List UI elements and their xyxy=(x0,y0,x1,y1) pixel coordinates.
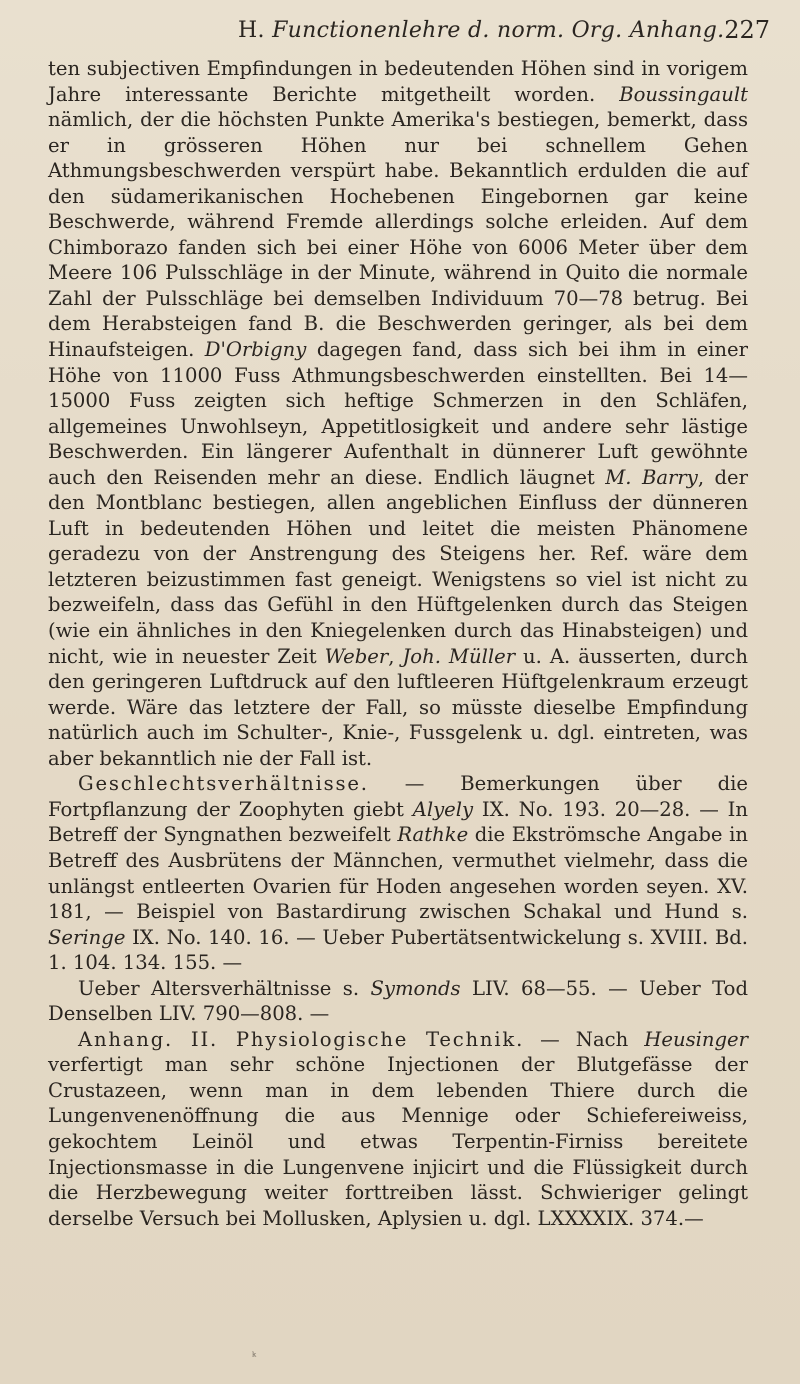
stray-mark: ᵏ xyxy=(252,1350,257,1363)
italic-text: M. Barry xyxy=(605,465,698,489)
paragraph xyxy=(48,1027,748,1231)
title-section: Anhang. xyxy=(629,18,725,43)
text-run: die Ekströmsche Angabe in Betreff des Ausbrütens der Männchen, vermuthet vielmehr, dass die unlängst entleerten Ovarien für Hoden angesehen worden seyen. XV. 181, — Beispiel von Bastardirung zwischen Schakal und Hund s. xyxy=(48,823,748,924)
text-run: Ueber Altersverhältnisse s. xyxy=(78,976,371,1000)
text-run: verfertigt man sehr schöne Injectionen der Blutgefässe der Crustazeen, wenn man in dem lebenden Thiere durch die Lungenvenenöffnung die aus Mennige oder Schiefereiweiss, gekochtem Leinöl und etwas Terpentin-Firniss bereitete Injectionsmasse in die Lungenvene injicirt und die Flüssigkeit durch die Herzbewegung weiter forttreiben lässt. Schwieriger gelingt derselbe Versuch bei Mollusken, Aplysien u. dgl. LXXXXIX. 374.— xyxy=(48,1053,748,1230)
italic-text: Boussingault xyxy=(619,82,748,106)
italic-text: Alyely xyxy=(412,797,474,821)
italic-text: D'Orbigny xyxy=(204,338,307,362)
text-run: , xyxy=(388,644,403,668)
paragraph xyxy=(48,771,748,975)
text-run: LIV. 68—55. — Ueber Tod Denselben LIV. 790—808. — xyxy=(48,976,749,1026)
italic-text: Rathke xyxy=(397,823,469,847)
italic-text: Seringe xyxy=(48,925,126,949)
italic-text: Symonds xyxy=(370,976,461,1000)
text-run: u. A. äusserten, durch den geringeren Luftdruck auf den luftleeren Hüftgelenkraum erzeugt werde. Wäre das letztere der Fall, so müsste dieselbe Empfindung natürlich auch im Schulter-, Knie-, Fussgelenk u. dgl. eintreten, was aber bekanntlich nie der Fall ist. xyxy=(48,644,748,770)
running-header xyxy=(0,14,800,48)
page-number: 227 xyxy=(724,16,770,44)
italic-text: Weber xyxy=(324,644,389,668)
text-run: ten subjectiven Empfindungen in bedeutenden Höhen sind in vorigem Jahre interessante Berichte mitgetheilt worden. xyxy=(48,57,748,106)
italic-text: Heusinger xyxy=(644,1027,749,1051)
text-run: — Bemerkungen über die Fortpflanzung der Zoophyten giebt xyxy=(48,772,748,821)
text-run: dagegen fand, dass sich bei ihm in einer Höhe von 11000 Fuss Athmungsbeschwerden einstellten. Bei 14—15000 Fuss zeigten sich heftige Schmerzen in den Schläfen, allgemeines Unwohlseyn, Appetitlosigkeit und andere sehr lästige Beschwerden. Ein längerer Aufenthalt in dünnerer Luft gewöhnte auch den Reisenden mehr an diese. Endlich läugnet xyxy=(48,338,749,489)
body-text xyxy=(48,56,748,1231)
spaced-heading: Anhang. II. Physiologische Technik. xyxy=(78,1027,525,1051)
text-run: IX. No. 140. 16. — Ueber Pubertätsentwickelung s. XVIII. Bd. 1. 104. 134. 155. — xyxy=(48,925,748,975)
spaced-heading: Geschlechtsverhältnisse. xyxy=(78,772,369,796)
paragraph xyxy=(48,976,748,1027)
text-run: IX. No. 193. 20—28. — In Betreff der Syngnathen bezweifelt xyxy=(48,797,748,847)
title-prefix: H. xyxy=(238,18,273,43)
text-run: , der den Montblanc bestiegen, allen angeblichen Einfluss der dünneren Luft in bedeutenden Höhen und leitet die meisten Phänomene geradezu von der Anstrengung des Steigens her. Ref. wäre dem letzteren beizustimmen fast geneigt. Wenigstens so viel ist nicht zu bezweifeln, dass das Gefühl in den Hüftgelenken durch das Steigen (wie ein ähnliches in den Kniegelenken durch das Hinabsteigen) und nicht, wie in neuester Zeit xyxy=(48,465,749,668)
running-title xyxy=(238,18,724,43)
text-run: nämlich, der die höchsten Punkte Amerika's bestiegen, bemerkt, dass er in grösseren Höhen nur bei schnellem Gehen Athmungsbeschwerden verspürt habe. Bekanntlich erdulden die auf den südamerikanischen Hochebenen Eingebornen gar keine Beschwerde, während Fremde allerdings solche erleiden. Auf dem Chimborazo fanden sich bei einer Höhe von 6006 Meter über dem Meere 106 Pulsschläge in der Minute, während in Quito die normale Zahl der Pulsschläge bei demselben Individuum 70—78 betrug. Bei dem Herabsteigen fand B. die Beschwerden geringer, als bei dem Hinaufsteigen. xyxy=(48,108,748,362)
paragraph xyxy=(48,56,748,771)
text-run: — Nach xyxy=(524,1027,645,1051)
title-main: Functionenlehre d. norm. Org. xyxy=(272,18,623,43)
italic-text: Joh. Müller xyxy=(402,644,516,668)
